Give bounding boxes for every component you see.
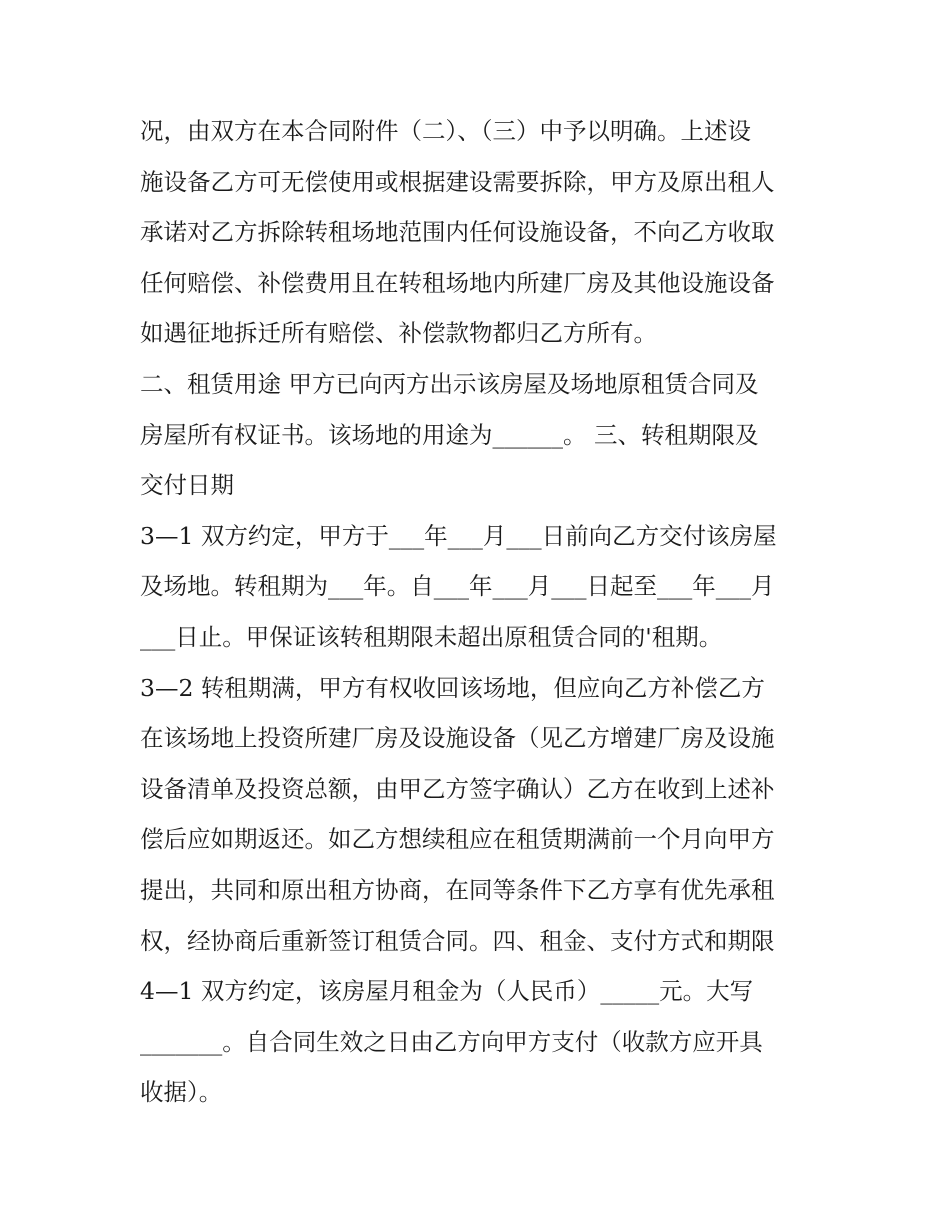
text-line: _______。自合同生效之日由乙方向甲方支付（收款方应开具 <box>140 1027 763 1056</box>
text-line: 房屋所有权证书。该场地的用途为______。 三、转租期限及 <box>140 420 759 449</box>
text-line: 如遇征地拆迁所有赔偿、补偿款物都归乙方所有。 <box>140 319 657 348</box>
text-line: 交付日期 <box>140 471 234 500</box>
text-line: 设备清单及投资总额，由甲乙方签字确认）乙方在收到上述补 <box>140 774 775 803</box>
text-line: 在该场地上投资所建厂房及设施设备（见乙方增建厂房及设施 <box>140 724 775 753</box>
text-line: 承诺对乙方拆除转租场地范围内任何设施设备，不向乙方收取 <box>140 218 775 247</box>
text-line: ___日止。甲保证该转租期限未超出原租赁合同的'租期。 <box>140 622 723 651</box>
section-heading-line: 二、租赁用途 甲方已向丙方出示该房屋及场地原租赁合同及 <box>140 369 759 398</box>
text-line: 收据）。 <box>140 1078 223 1107</box>
text-line: 偿后应如期返还。如乙方想续租应在租赁期满前一个月向甲方 <box>140 825 775 854</box>
text-line: 任何赔偿、补偿费用且在转租场地内所建厂房及其他设施设备 <box>140 268 775 297</box>
text-line: 提出，共同和原出租方协商，在同等条件下乙方享有优先承租 <box>140 875 775 904</box>
clause-line: 3—2 转租期满，甲方有权收回该场地，但应向乙方补偿乙方 <box>140 673 765 702</box>
text-line: 况，由双方在本合同附件（二）、（三）中予以明确。上述设 <box>140 117 751 145</box>
contract-text <box>140 106 820 1118</box>
clause-line: 4—1 双方约定，该房屋月租金为（人民币）_____元。大写 <box>140 977 754 1006</box>
text-line: 施设备乙方可无偿使用或根据建设需要拆除，甲方及原出租人 <box>140 167 775 196</box>
clause-line: 3—1 双方约定，甲方于___年___月___日前向乙方交付该房屋 <box>140 521 777 550</box>
text-line: 及场地。转租期为___年。自___年___月___日起至___年___月 <box>140 572 775 601</box>
text-line: 权，经协商后重新签订租赁合同。四、租金、支付方式和期限 <box>140 926 775 955</box>
